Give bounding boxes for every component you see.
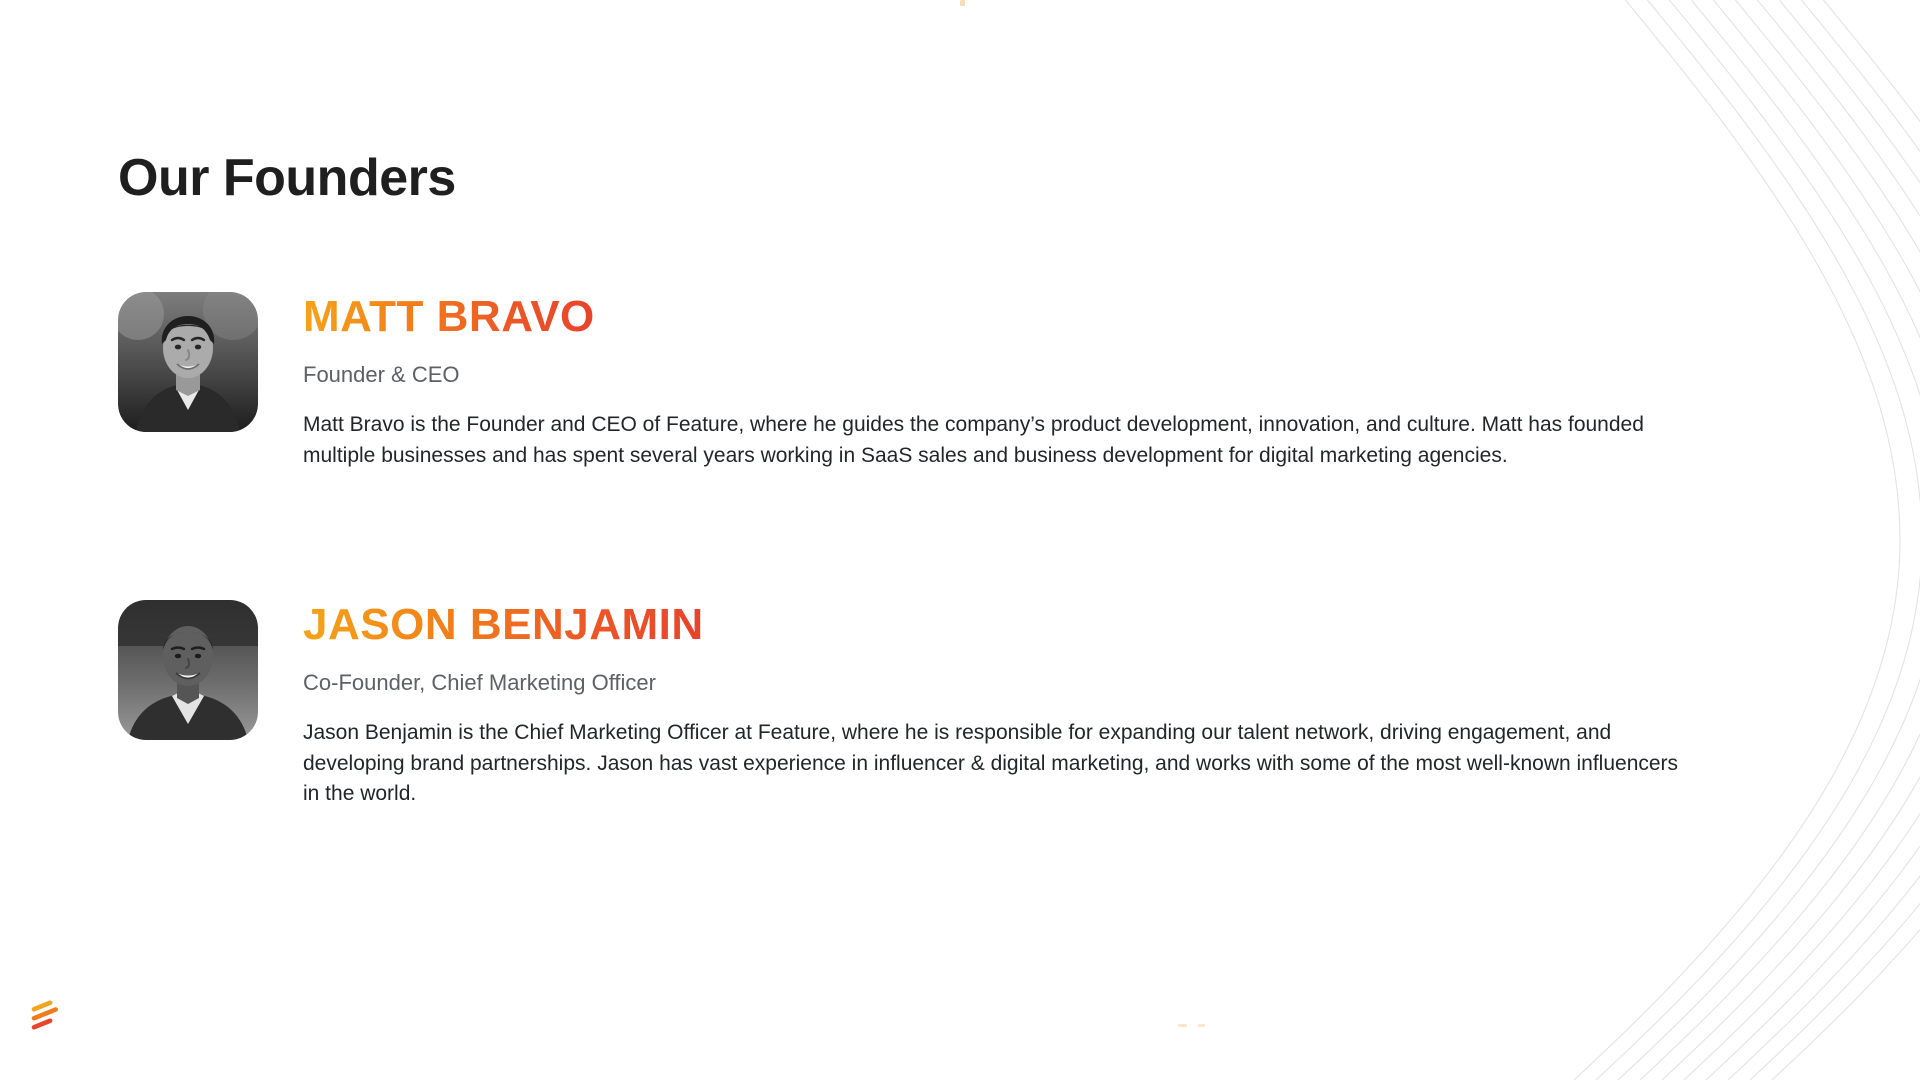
founder-role: Co-Founder, Chief Marketing Officer: [303, 670, 656, 696]
founder-card: [118, 292, 1698, 471]
avatar-photo-icon: [118, 600, 258, 740]
founder-bio: Jason Benjamin is the Chief Marketing Officer at Feature, where he is responsible for expanding our talent network, driving engagement, and developing brand partnerships. Jason has vast experience in influencer & digital marketing, and works with some of the most well-known influencers in the world.: [303, 721, 1679, 806]
feature-logo-mark-icon: [28, 1000, 68, 1040]
decorative-dot: [1178, 1024, 1187, 1027]
founder-bio: Matt Bravo is the Founder and CEO of Feature, where he guides the company’s product development, innovation, and culture. Matt has founded multiple businesses and has spent several years working in SaaS sales and business development for digital marketing agencies.: [303, 413, 1644, 467]
page-title: Our Founders: [118, 149, 456, 207]
founder-role: Founder & CEO: [303, 362, 460, 388]
decorative-dot: [960, 0, 965, 6]
founder-card: [118, 600, 1698, 810]
founder-name: MATT BRAVO: [303, 292, 595, 341]
avatar-matt-bravo: [118, 292, 258, 432]
avatar-photo-icon: [118, 292, 258, 432]
avatar-jason-benjamin: [118, 600, 258, 740]
decorative-dot: [1198, 1024, 1205, 1027]
founder-name: JASON BENJAMIN: [303, 600, 704, 649]
